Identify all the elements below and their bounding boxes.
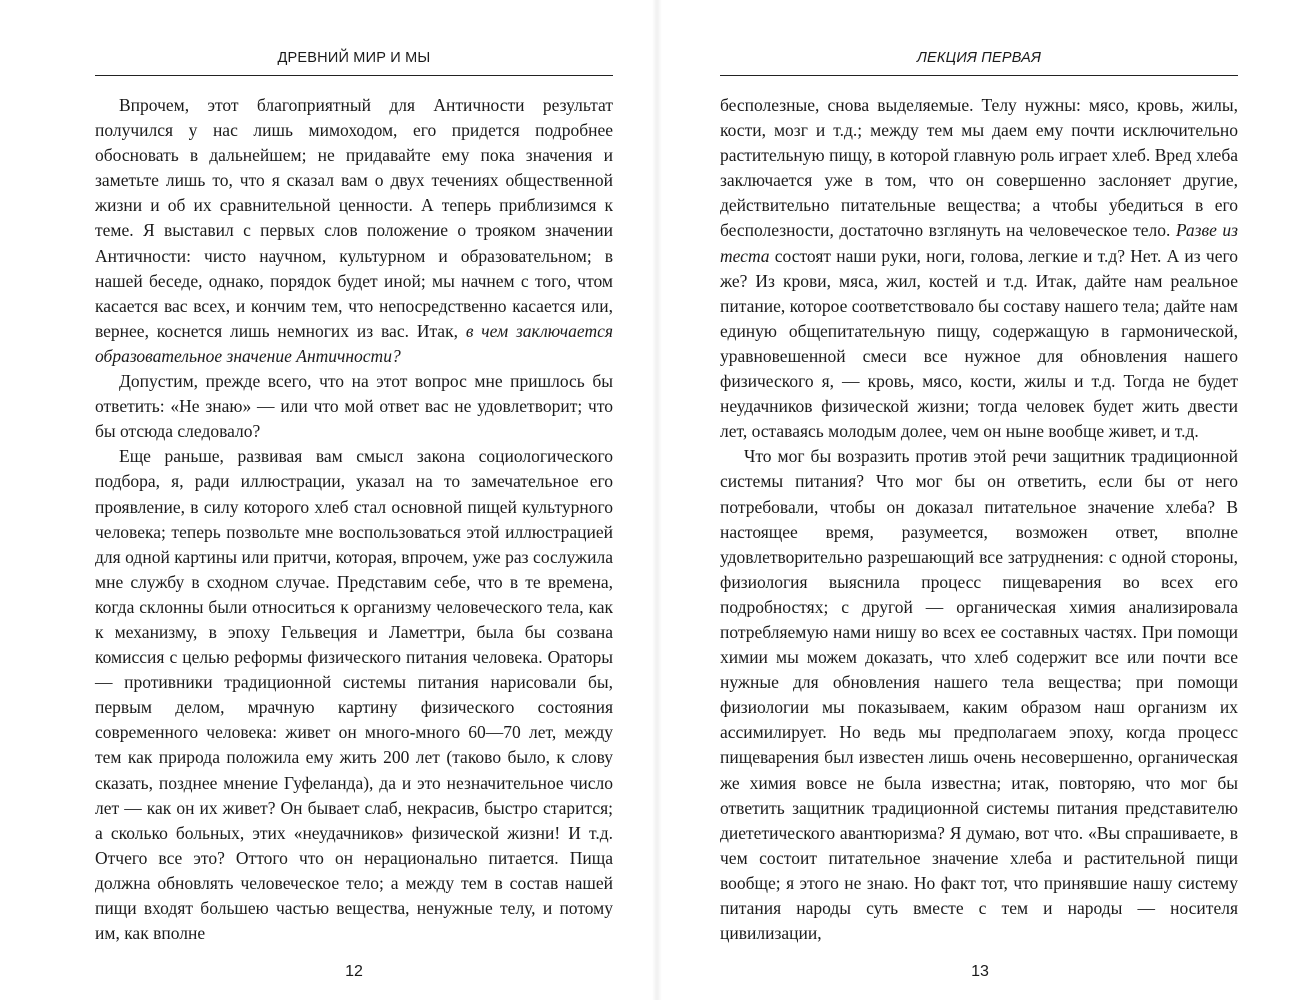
left-page-text <box>95 93 613 946</box>
paragraph: Еще раньше, развивая вам смысл закона социологического подбора, я, ради иллюстрации, указал на то замечательное его проявление, в силу которого хлеб стал основной пищей культурного человека; теперь позвольте мне воспользоваться этой иллюстрацией для одной картины или притчи, которая, впрочем, уже раз сослужила мне службу в сходном случае. Представим себе, что в те времена, когда склонны были относиться к организму человеческого тела, как к механизму, в эпоху Гельвеция и Ламеттри, была бы созвана комиссия с целью реформы физического питания человека. Ораторы — противники традиционной системы питания нарисовали бы, первым делом, мрачную картину физического состояния современного человека: живет он много-много 60—70 лет, между тем как природа положила ему жить 200 лет (таково было, к слову сказать, позднее мнение Гуфеланда), да и это незначительное число лет — как он их живет? Он бывает слаб, некрасив, быстро старится; а сколько больных, этих «неудачников» физической жизни! И т.д. Отчего все это? Оттого что он нерационально питается. Пища должна обновлять человеческое тело; а между тем в состав нашей пищи входят большею частью вещества, ненужные телу, и потому им, как вполне <box>95 446 613 944</box>
paragraph: Допустим, прежде всего, что на этот вопрос мне пришлось бы ответить: «Не знаю» — или что мой ответ вас не удовлетворит; что бы отсюда следовало? <box>95 371 613 442</box>
emphasized-text: в чем заключается образовательное значение Античности? <box>95 320 613 366</box>
right-page <box>657 0 1315 1000</box>
emphasized-text: Разве из теста <box>720 220 1238 266</box>
paragraph: Впрочем, этот благоприятный для Античности результат получился у нас лишь мимоходом, его придется подробнее обосновать в дальнейшем; не придавайте ему пока значения и заметьте лишь то, что я сказал вам о двух течениях общественной жизни и об их сравнительной ценности. А теперь приблизимся к теме. Я выставил с первых слов положение о трояком значении Античности: чисто научном, культурном и образовательном; в нашей беседе, однако, порядок будет иной; мы начнем с того, чтом касается вас всех, и кончим тем, что непосредственно касается или, вернее, коснется лишь немногих из вас. Итак, в чем заключается образовательное значение Античности? <box>95 95 613 366</box>
page-number-left: 12 <box>345 963 363 980</box>
left-page <box>0 0 657 1000</box>
paragraph: Что мог бы возразить против этой речи защитник традиционной системы питания? Что мог бы он ответить, если бы от него потребовали, чтобы он доказал питательное значение хлеба? В настоящее время, разумеется, возможен ответ, вполне удовлетворительно разрешающий все затруднения: с одной стороны, физиология выяснила процесс пищеварения во всех его подробностях; с другой — органическая химия анализировала потребляемую нами нишу во всех ее составных частях. При помощи химии мы можем доказать, что хлеб содержит все или почти все нужные для обновления нашего тела вещества; при помощи физиологии мы показываем, каким образом наш организм их ассимилирует. Но ведь мы предполагаем эпоху, когда процесс пищеварения был известен лишь очень несовершенно, органическая же химия вовсе не была известна; итак, повторяю, что мог бы ответить защитник традиционной системы питания представителю диететического авантюризма? Я думаю, вот что. «Вы спрашиваете, в чем состоит питательное значение хлеба и растительной пищи вообще; я этого не знаю. Но факт тот, что принявшие нашу систему питания народы суть вместе с тем и народы — носителя цивилизации, <box>720 446 1238 944</box>
running-head-right: ЛЕКЦИЯ ПЕРВАЯ <box>720 50 1238 76</box>
page-number-right: 13 <box>971 963 989 980</box>
paragraph-continued: бесполезные, снова выделяемые. Телу нужны: мясо, кровь, жилы, кости, мозг и т.д.; между тем мы даем ему почти исключительно растительную пищу, в которой главную роль играет хлеб. Вред хлеба заключается уже в том, что он совершенно заслоняет другие, действительно питательные вещества; а чтобы убедиться в его бесполезности, достаточно взглянуть на человеческое тело. Разве из теста состоят наши руки, ноги, голова, легкие и т.д? Нет. А из чего же? Из крови, мяса, жил, костей и т.д. Итак, дайте нам реальное питание, которое соответствовало бы составу нашего тела; дайте нам единую общепитательную пищу, содержащую в гармонической, уравновешенной смеси все нужное для обновления нашего физического я, — кровь, мясо, кости, жилы и т.д. Тогда не будет неудачников физической жизни; тогда человек будет жить двести лет, оставаясь молодым долее, чем он ныне вообще живет, и т.д. <box>720 95 1238 442</box>
right-page-text <box>720 93 1238 946</box>
running-head-left: ДРЕВНИЙ МИР И МЫ <box>95 50 613 76</box>
